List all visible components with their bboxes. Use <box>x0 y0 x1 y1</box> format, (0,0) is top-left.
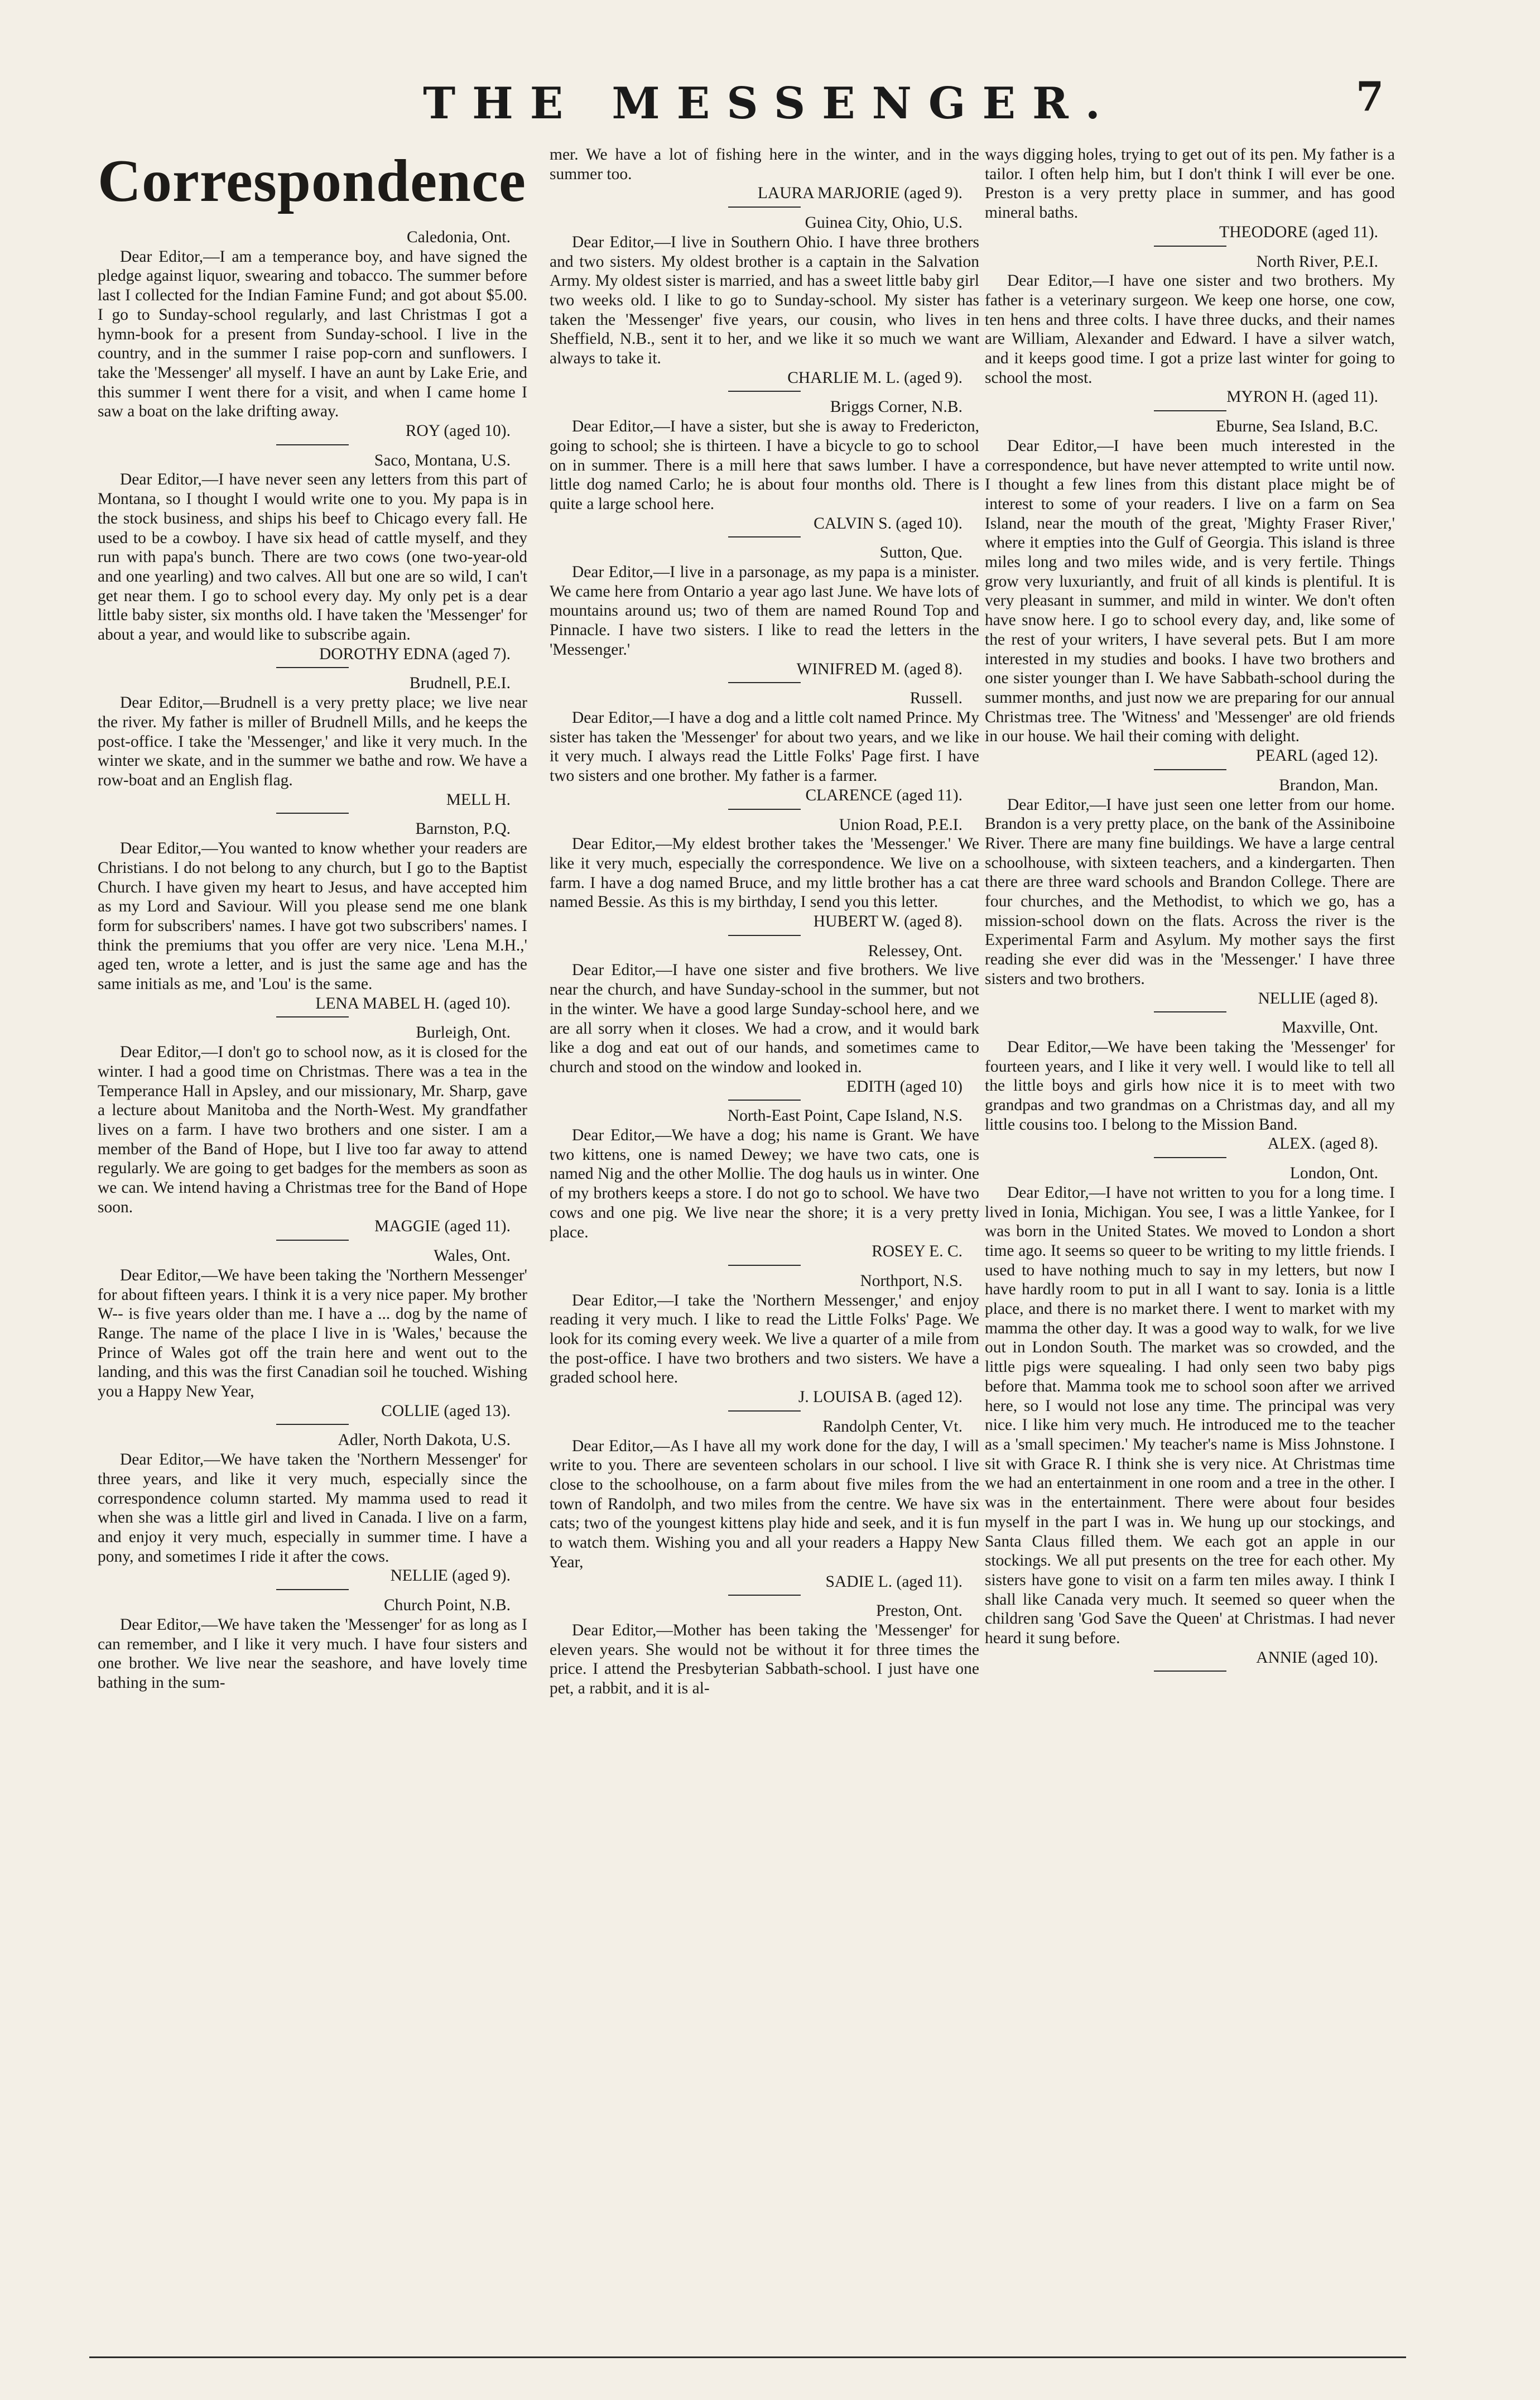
letter-signature: ANNIE (aged 10). <box>1256 1648 1378 1667</box>
letter-signature: NELLIE (aged 8). <box>1258 989 1378 1007</box>
letter-body: Dear Editor,—I have never seen any letters from this part of Montana, so I thought I would write one to you. My papa is in the stock business, and ships his beef to Chicago every fall. He used to be a cowboy. I have six head of cattle myself, and they run with papa's bunch. There are two cows (one two-year-old and one yearling) and two calves. All but one are so wild, I can't get near them. I go to school every day. My only pet is a dear little baby sister, six months old. I have taken the 'Messenger' for about a year, and would like to subscribe again. <box>98 471 527 644</box>
separator-rule <box>728 935 801 936</box>
separator-rule <box>276 1240 349 1241</box>
letter-place: Barnston, P.Q. <box>415 820 511 838</box>
letter-place: Brudnell, P.E.I. <box>409 674 511 693</box>
letter-signature: EDITH (aged 10) <box>846 1077 963 1096</box>
letter <box>550 1106 979 1266</box>
letter-place: Eburne, Sea Island, B.C. <box>1216 417 1378 436</box>
letter-body: Dear Editor,—I live in Southern Ohio. I have three brothers and two sisters. My oldest brother is a captain in the Salvation Army. My oldest sister is married, and has a sweet little baby girl two weeks old. I like to go to Sunday-school. My sister has taken the 'Messenger' five years, our cousin, who lives in Sheffield, N.B., sent it to her, and we like it so much we want always to take it. <box>550 233 979 368</box>
letter-body: Dear Editor,—I have one sister and five brothers. We live near the church, and have Sunday-school in the summer, but not in the winter. We have a good large Sunday-school here, and we are all sorry when it closes. We had a crow, and it would bark like a dog and eat out of our hands, and sometimes came to church and stood on the window and looked in. <box>550 961 979 1076</box>
letter <box>98 1246 527 1425</box>
column-3 <box>985 145 1395 2355</box>
letter <box>98 228 527 445</box>
letter <box>550 1271 979 1412</box>
letter <box>98 451 527 669</box>
letter-body: Dear Editor,—Brudnell is a very pretty place; we live near the river. My father is miller of Brudnell Mills, and he keeps the post-office. I take the 'Messenger,' and like it very much. In the winter we skate, and in the summer we bathe and row. We have a row-boat and an English flag. <box>98 694 527 789</box>
letter <box>98 1596 527 1693</box>
letter-signature: MYRON H. (aged 11). <box>1226 388 1378 406</box>
letter-signature: COLLIE (aged 13). <box>381 1401 511 1420</box>
letter-body: Dear Editor,—We have a dog; his name is Grant. We have two kittens, one is named Dewey; we have two cats, one is named Nig and the other Mollie. The dog hauls us in winter. One of my brothers keeps a store. I do not go to school. We have two cows and one pig. We live near the shore; it is a very pretty place. <box>550 1126 979 1241</box>
separator-rule <box>276 1424 349 1425</box>
separator-rule <box>276 1016 349 1017</box>
letter <box>550 397 979 537</box>
separator-rule <box>728 1595 801 1596</box>
letter-body: Dear Editor,—I am a temperance boy, and have signed the pledge against liquor, swearing and tobacco. The summer before last I collected for the Indian Famine Fund; and got about $5.00. I go to Sunday-school regularly, and last Christmas I got a hymn-book for a present from Sunday-school. I live in the country, and in the summer I raise pop-corn and sunflowers. I take the 'Messenger' all myself. I have an aunt by Lake Erie, and this summer I went there for a visit, and when I came home I saw a boat on the lake drifting away. <box>98 247 527 421</box>
letter-place: Wales, Ont. <box>434 1247 511 1265</box>
letter-signature: PEARL (aged 12). <box>1255 747 1378 765</box>
letter-signature: CALVIN S. (aged 10). <box>814 514 963 532</box>
separator-rule <box>276 667 349 668</box>
letter <box>98 1023 527 1241</box>
letter-signature: MELL H. <box>446 790 511 809</box>
letter <box>985 1164 1395 1672</box>
letter-body: Dear Editor,—I have one sister and two brothers. My father is a veterinary surgeon. We keep one horse, one cow, ten hens and three colts. I have three ducks, and their names are William, Alexander and Edward. I have a silver watch, and it keeps good time. I got a prize last winter for going to school the most. <box>985 272 1395 387</box>
letter-body: Dear Editor,—We have taken the 'Northern Messenger' for three years, and like it very much, especially since the correspondence column started. My mamma used to read it when she was a little girl and lived in Canada. I live on a farm, and enjoy it very much, especially in summer time. I have a pony, and sometimes I ride it after the cows. <box>98 1451 527 1566</box>
separator-rule <box>728 536 801 537</box>
letter-signature: CLARENCE (aged 11). <box>805 786 963 804</box>
separator-rule <box>728 1100 801 1101</box>
letter-signature: ROY (aged 10). <box>405 422 511 440</box>
letter-signature: J. LOUISA B. (aged 12). <box>798 1388 963 1407</box>
letter-signature: WINIFRED M. (aged 8). <box>796 660 963 678</box>
letter <box>550 815 979 936</box>
letter <box>98 819 527 1017</box>
column-1-letters <box>98 228 527 1693</box>
letter-signature: DOROTHY EDNA (aged 7). <box>319 645 511 663</box>
letter <box>985 776 1395 1012</box>
column-2-letters <box>550 145 979 1698</box>
separator-rule <box>728 682 801 683</box>
letter-body: Dear Editor,—We have been taking the 'Messenger' for fourteen years, and I like it very well. I would like to tell all the little boys and girls how nice it is to meet with two grandpas and two grandmas on a Christmas day, and all my little cousins too. I belong to the Mission Band. <box>985 1038 1395 1134</box>
separator-rule <box>728 1410 801 1412</box>
letter-body: Dear Editor,—Mother has been taking the 'Messenger' for eleven years. She would not be without it for three times the price. I attend the Presbyterian Sabbath-school. I just have one pet, a rabbit, and it is al- <box>550 1621 979 1698</box>
masthead: THE MESSENGER. <box>423 78 1117 129</box>
letter-place: North-East Point, Cape Island, N.S. <box>727 1107 963 1125</box>
separator-rule <box>1154 410 1226 411</box>
letter-body: Dear Editor,—I have just seen one letter from our home. Brandon is a very pretty place, on the bank of the Assiniboine River. There are many fine buildings. We have a large central schoolhouse, with sixteen teachers, and a kindergarten. Then there are three ward schools and Brandon College. There are four churches, and the Methodist, to which we go, has a mission-school down on the flats. Across the river is the Experimental Farm and Asylum. My mother says the first reading she ever did was in the 'Messenger.' I have three sisters and two brothers. <box>985 795 1395 988</box>
column-3-letters <box>985 145 1395 1672</box>
letter-place: North River, P.E.I. <box>1256 252 1378 271</box>
letter <box>550 1417 979 1596</box>
separator-rule <box>276 1589 349 1590</box>
letter-signature: LAURA MARJORIE (aged 9). <box>757 184 963 203</box>
letter-body: mer. We have a lot of fishing here in the winter, and in the summer too. <box>550 146 979 183</box>
separator-rule <box>1154 1157 1226 1158</box>
letter-body: Dear Editor,—I don't go to school now, as it is closed for the winter. I had a good time on Christmas. There was a tea in the Temperance Hall in Apsley, and our missionary, Mr. Sharp, gave a lecture about Manitoba and the North-West. My grandfather lives on a farm. I have two brothers and one sister. I am a member of the Band of Hope, but I live too far away to attend regularly. We are going to get badges for the members as soon as we can. We intend having a Christmas tree for the Band of Hope soon. <box>98 1043 527 1216</box>
letter-signature: ALEX. (aged 8). <box>1267 1135 1378 1153</box>
separator-rule <box>1154 769 1226 770</box>
letter-place: Northport, N.S. <box>860 1271 963 1290</box>
letter-place: Maxville, Ont. <box>1282 1019 1378 1037</box>
letter-body: Dear Editor,—You wanted to know whether your readers are Christians. I do not belong to any church, but I go to the Baptist Church. I have given my heart to Jesus, and have accepted him as my Lord and Saviour. Will you please send me one blank form for subscribers' names. I have got two subscribers' names. I think the premiums that you offer are very nice. 'Lena M.H.,' aged ten, wrote a letter, and is just the same age and has the same initials as me, and 'Lou' is the same. <box>98 839 527 993</box>
letter-place: London, Ont. <box>1289 1164 1378 1183</box>
letter-place: Randolph Center, Vt. <box>822 1417 963 1436</box>
letter-body: Dear Editor,—I have a sister, but she is away to Fredericton, going to school; she is thirteen. I have a bicycle to go to school on in summer. There is a mill here that saws lumber. I have a little dog named Carlo; he is about four months old. There is quite a large school here. <box>550 417 979 513</box>
letter <box>985 417 1395 770</box>
letter-body: Dear Editor,—I have a dog and a little colt named Prince. My sister has taken the 'Messenger' for about two years, and we like it very much. I always read the Little Folks' Page first. I have two sisters and one brother. My father is a farmer. <box>550 708 979 785</box>
letter-body: Dear Editor,—We have been taking the 'Northern Messenger' for about fifteen years. I think it is a very nice paper. My brother W-- is five years older than me. I have a ... dog by the name of Range. The name of the place I live in is 'Wales,' because the Prince of Wales got off the train here and went out to the landing, and this was the first Canadian soil he touched. Wishing you a Happy New Year, <box>98 1266 527 1401</box>
letter-place: Brandon, Man. <box>1279 776 1378 794</box>
letter-signature: SADIE L. (aged 11). <box>825 1572 963 1591</box>
letter-signature: HUBERT W. (aged 8). <box>813 913 963 931</box>
letter-body: Dear Editor,—As I have all my work done for the day, I will write to you. There are seventeen scholars in our school. I live close to the schoolhouse, on a farm about five miles from the town of Randolph, and two miles from the centre. We have six cats; two of the youngest kittens play hide and seek, and it is fun to watch them. Wishing you and all your readers a Happy New Year, <box>550 1437 979 1571</box>
letter-body: Dear Editor,—I take the 'Northern Messenger,' and enjoy reading it very much. I like to read the Little Folks' Page. We look for its coming every week. We live a quarter of a mile from the post-office. I have two brothers and two sisters. We have a graded school here. <box>550 1291 979 1387</box>
letter-body: Dear Editor,—I have been much interested in the correspondence, but have never attempted to write until now. I thought a few lines from this distant place might be of interest to some of your readers. I live on a farm on Sea Island, near the mouth of the great, 'Mighty Fraser River,' where it empties into the Gulf of Georgia. This island is three miles long and two miles wide, and is very fertile. Things grow very luxuriantly, and fruit of all kinds is plentiful. It is very pleasant in summer, and mild in winter. We don't often have snow here. I go to school every day, and, like some of the rest of your writers, I have several pets. But I am more interested in my studies and books. I have two brothers and one sister younger than I. We have Sabbath-school during the summer months, and just now we are preparing for our annual Christmas tree. The 'Witness' and 'Messenger' are old friends in our house. We hail their coming with delight. <box>985 436 1395 746</box>
letter <box>98 674 527 814</box>
letter <box>550 213 979 392</box>
letter <box>550 145 979 208</box>
bottom-rule <box>89 2356 1406 2358</box>
letter <box>550 942 979 1101</box>
separator-rule <box>1154 1011 1226 1012</box>
letter-place: Russell. <box>909 689 963 708</box>
letter <box>98 1431 527 1590</box>
letter <box>550 1601 979 1698</box>
separator-rule <box>1154 1671 1226 1672</box>
letter <box>985 145 1395 247</box>
letter-signature: ROSEY E. C. <box>872 1242 963 1261</box>
letter-place: Union Road, P.E.I. <box>839 815 963 834</box>
letter-signature: CHARLIE M. L. (aged 9). <box>787 368 963 387</box>
letter-body: ways digging holes, trying to get out of its pen. My father is a tailor. I often help him, but I don't think I will ever be one. Preston is a very pretty place in summer, and has good mineral baths. <box>985 146 1395 222</box>
letter-signature: MAGGIE (aged 11). <box>374 1217 511 1236</box>
separator-rule <box>1154 246 1226 247</box>
letter-place: Sutton, Que. <box>879 544 963 562</box>
separator-rule <box>728 391 801 392</box>
letter-place: Guinea City, Ohio, U.S. <box>805 214 963 232</box>
column-1 <box>98 145 527 2355</box>
letter-signature: LENA MABEL H. (aged 10). <box>315 994 511 1012</box>
letter-place: Briggs Corner, N.B. <box>830 398 963 416</box>
letter <box>985 252 1395 412</box>
separator-rule <box>728 809 801 810</box>
separator-rule <box>728 207 801 208</box>
letter-place: Church Point, N.B. <box>384 1596 511 1615</box>
page-number: 7 <box>1356 73 1384 120</box>
letter-body: Dear Editor,—My eldest brother takes the 'Messenger.' We like it very much, especially the correspondence. We live on a farm. I have a dog named Bruce, and my little brother has a cat named Bessie. As this is my birthday, I send you this letter. <box>550 835 979 911</box>
separator-rule <box>728 1265 801 1266</box>
letter-place: Relessey, Ont. <box>868 942 963 960</box>
letter <box>550 689 979 809</box>
letter <box>985 1018 1395 1158</box>
letter-place: Caledonia, Ont. <box>407 228 511 246</box>
letter <box>550 543 979 683</box>
letter-place: Preston, Ont. <box>876 1602 963 1620</box>
letter-body: Dear Editor,—We have taken the 'Messenger' for as long as I can remember, and I like it very much. I have four sisters and one brother. We live near the seashore, and have lovely time bathing in the sum- <box>98 1615 527 1692</box>
letter-place: Saco, Montana, U.S. <box>374 451 511 469</box>
letter-body: Dear Editor,—I live in a parsonage, as my papa is a minister. We came here from Ontario a year ago last June. We have lots of mountains around us; two of them are named Round Top and Pinnacle. I have two sisters. I like to read the letters in the 'Messenger.' <box>550 563 979 659</box>
separator-rule <box>276 444 349 445</box>
letter-body: Dear Editor,—I have not written to you for a long time. I lived in Ionia, Michigan. You see, I was a little Yankee, for I was born in the United States. We moved to London a short time ago. It seems so queer to be writing to my little friends. I used to have nothing much to say in my letters, but now I have hardly room to put in all I want to say. Ionia is a little place, and there is no market there. I went to market with my mamma the other day. It was a good way to walk, for we live out in London South. The market was so crowded, and the little pigs were squealing. I had only seen two baby pigs before that. Mamma took me to school soon after we arrived here, so I would not lose any time. The principal was very nice. I like him very much. He introduced me to the teacher as a 'small specimen.' My teacher's name is Miss Johnstone. I sit with Grace R. I think she is very nice. At Christmas time we had an entertainment in one room and a tree in the other. I was in the entertainment. There were about four besides myself in the part I was in. We hung up our stockings, and Santa Claus filled them. We each got an apple in our stockings. We all put presents on the tree for each other. My sisters have gone to visit on a farm ten miles away. I think I shall like Canada very much. It seemed so queer when the children sang 'God Save the Queen' at Christmas. I had never heard it sung before. <box>985 1183 1395 1648</box>
letter-signature: NELLIE (aged 9). <box>390 1567 511 1585</box>
separator-rule <box>276 813 349 814</box>
section-title: Correspondence <box>98 148 526 214</box>
letter-place: Adler, North Dakota, U.S. <box>338 1431 511 1449</box>
column-2 <box>550 145 979 2355</box>
letter-place: Burleigh, Ont. <box>416 1024 511 1042</box>
letter-signature: THEODORE (aged 11). <box>1219 223 1378 241</box>
